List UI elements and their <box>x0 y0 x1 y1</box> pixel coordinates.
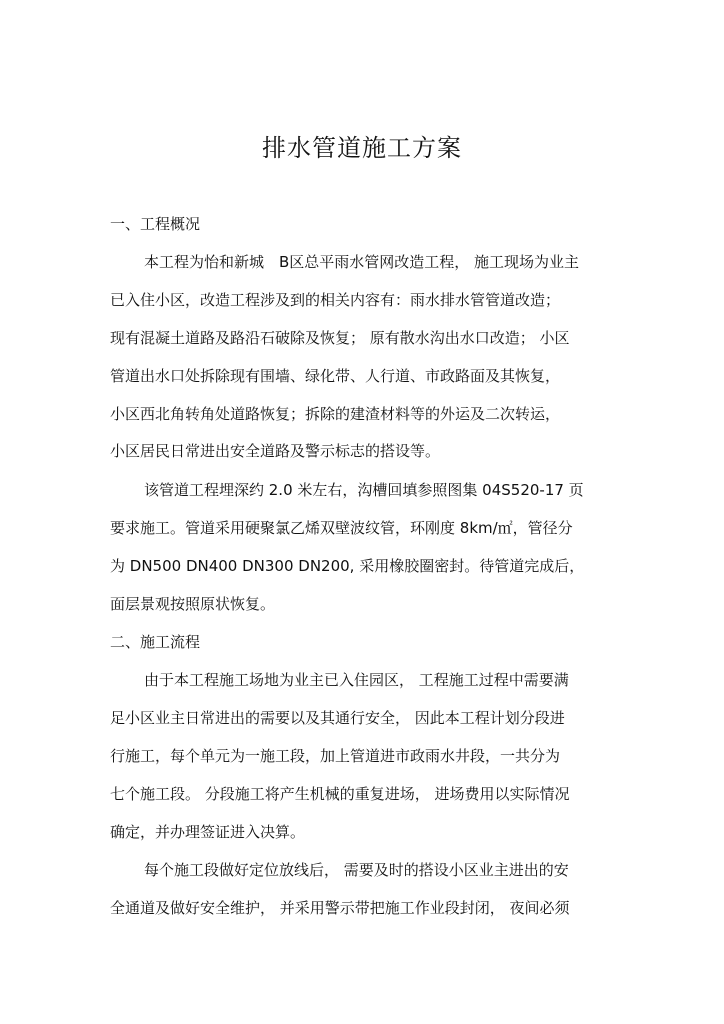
paragraph-line: 确定，并办理签证进入决算。 <box>110 823 306 841</box>
paragraph-line: 七个施工段。 分段施工将产生机械的重复进场， 进场费用以实际情况 <box>110 785 570 803</box>
paragraph-line: 足小区业主日常进出的需要以及其通行安全， 因此本工程计划分段进 <box>110 709 565 727</box>
document-title: 排水管道施工方案 <box>262 134 462 162</box>
paragraph-line: 已入住小区，改造工程涉及到的相关内容有：雨水排水管管道改造； <box>110 291 561 309</box>
paragraph-line: 现有混凝土道路及路沿石破除及恢复； 原有散水沟出水口改造； 小区 <box>110 329 570 347</box>
section-heading-process: 二、施工流程 <box>110 633 201 651</box>
paragraph-line: 本工程为怡和新城 B区总平雨水管网改造工程， 施工现场为业主 <box>144 253 580 271</box>
paragraph-line: 为 DN500 DN400 DN300 DN200, 采用橡胶圈密封。待管道完成后， <box>110 557 585 575</box>
paragraph-line: 要求施工。管道采用硬聚氯乙烯双壁波纹管，环刚度 8km/㎡，管径分 <box>110 519 573 537</box>
paragraph-line: 全通道及做好安全维护， 并采用警示带把施工作业段封闭， 夜间必须 <box>110 899 570 917</box>
paragraph-line: 小区居民日常进出安全道路及警示标志的搭设等。 <box>110 442 441 460</box>
paragraph-line: 面层景观按照原状恢复。 <box>110 595 276 613</box>
paragraph-line: 管道出水口处拆除现有围墙、绿化带、人行道、市政路面及其恢复， <box>110 367 561 385</box>
paragraph-line: 由于本工程施工场地为业主已入住园区， 工程施工过程中需要满 <box>144 671 569 689</box>
paragraph-line: 该管道工程埋深约 2.0 米左右，沟槽回填参照图集 04S520-17 页 <box>144 481 584 499</box>
paragraph-line: 行施工，每个单元为一施工段，加上管道进市政雨水井段，一共分为 <box>110 747 561 765</box>
paragraph-line: 小区西北角转角处道路恢复；拆除的建渣材料等的外运及二次转运， <box>110 405 561 423</box>
section-heading-overview: 一、工程概况 <box>110 215 201 233</box>
paragraph-line: 每个施工段做好定位放线后， 需要及时的搭设小区业主进出的安 <box>144 861 569 879</box>
